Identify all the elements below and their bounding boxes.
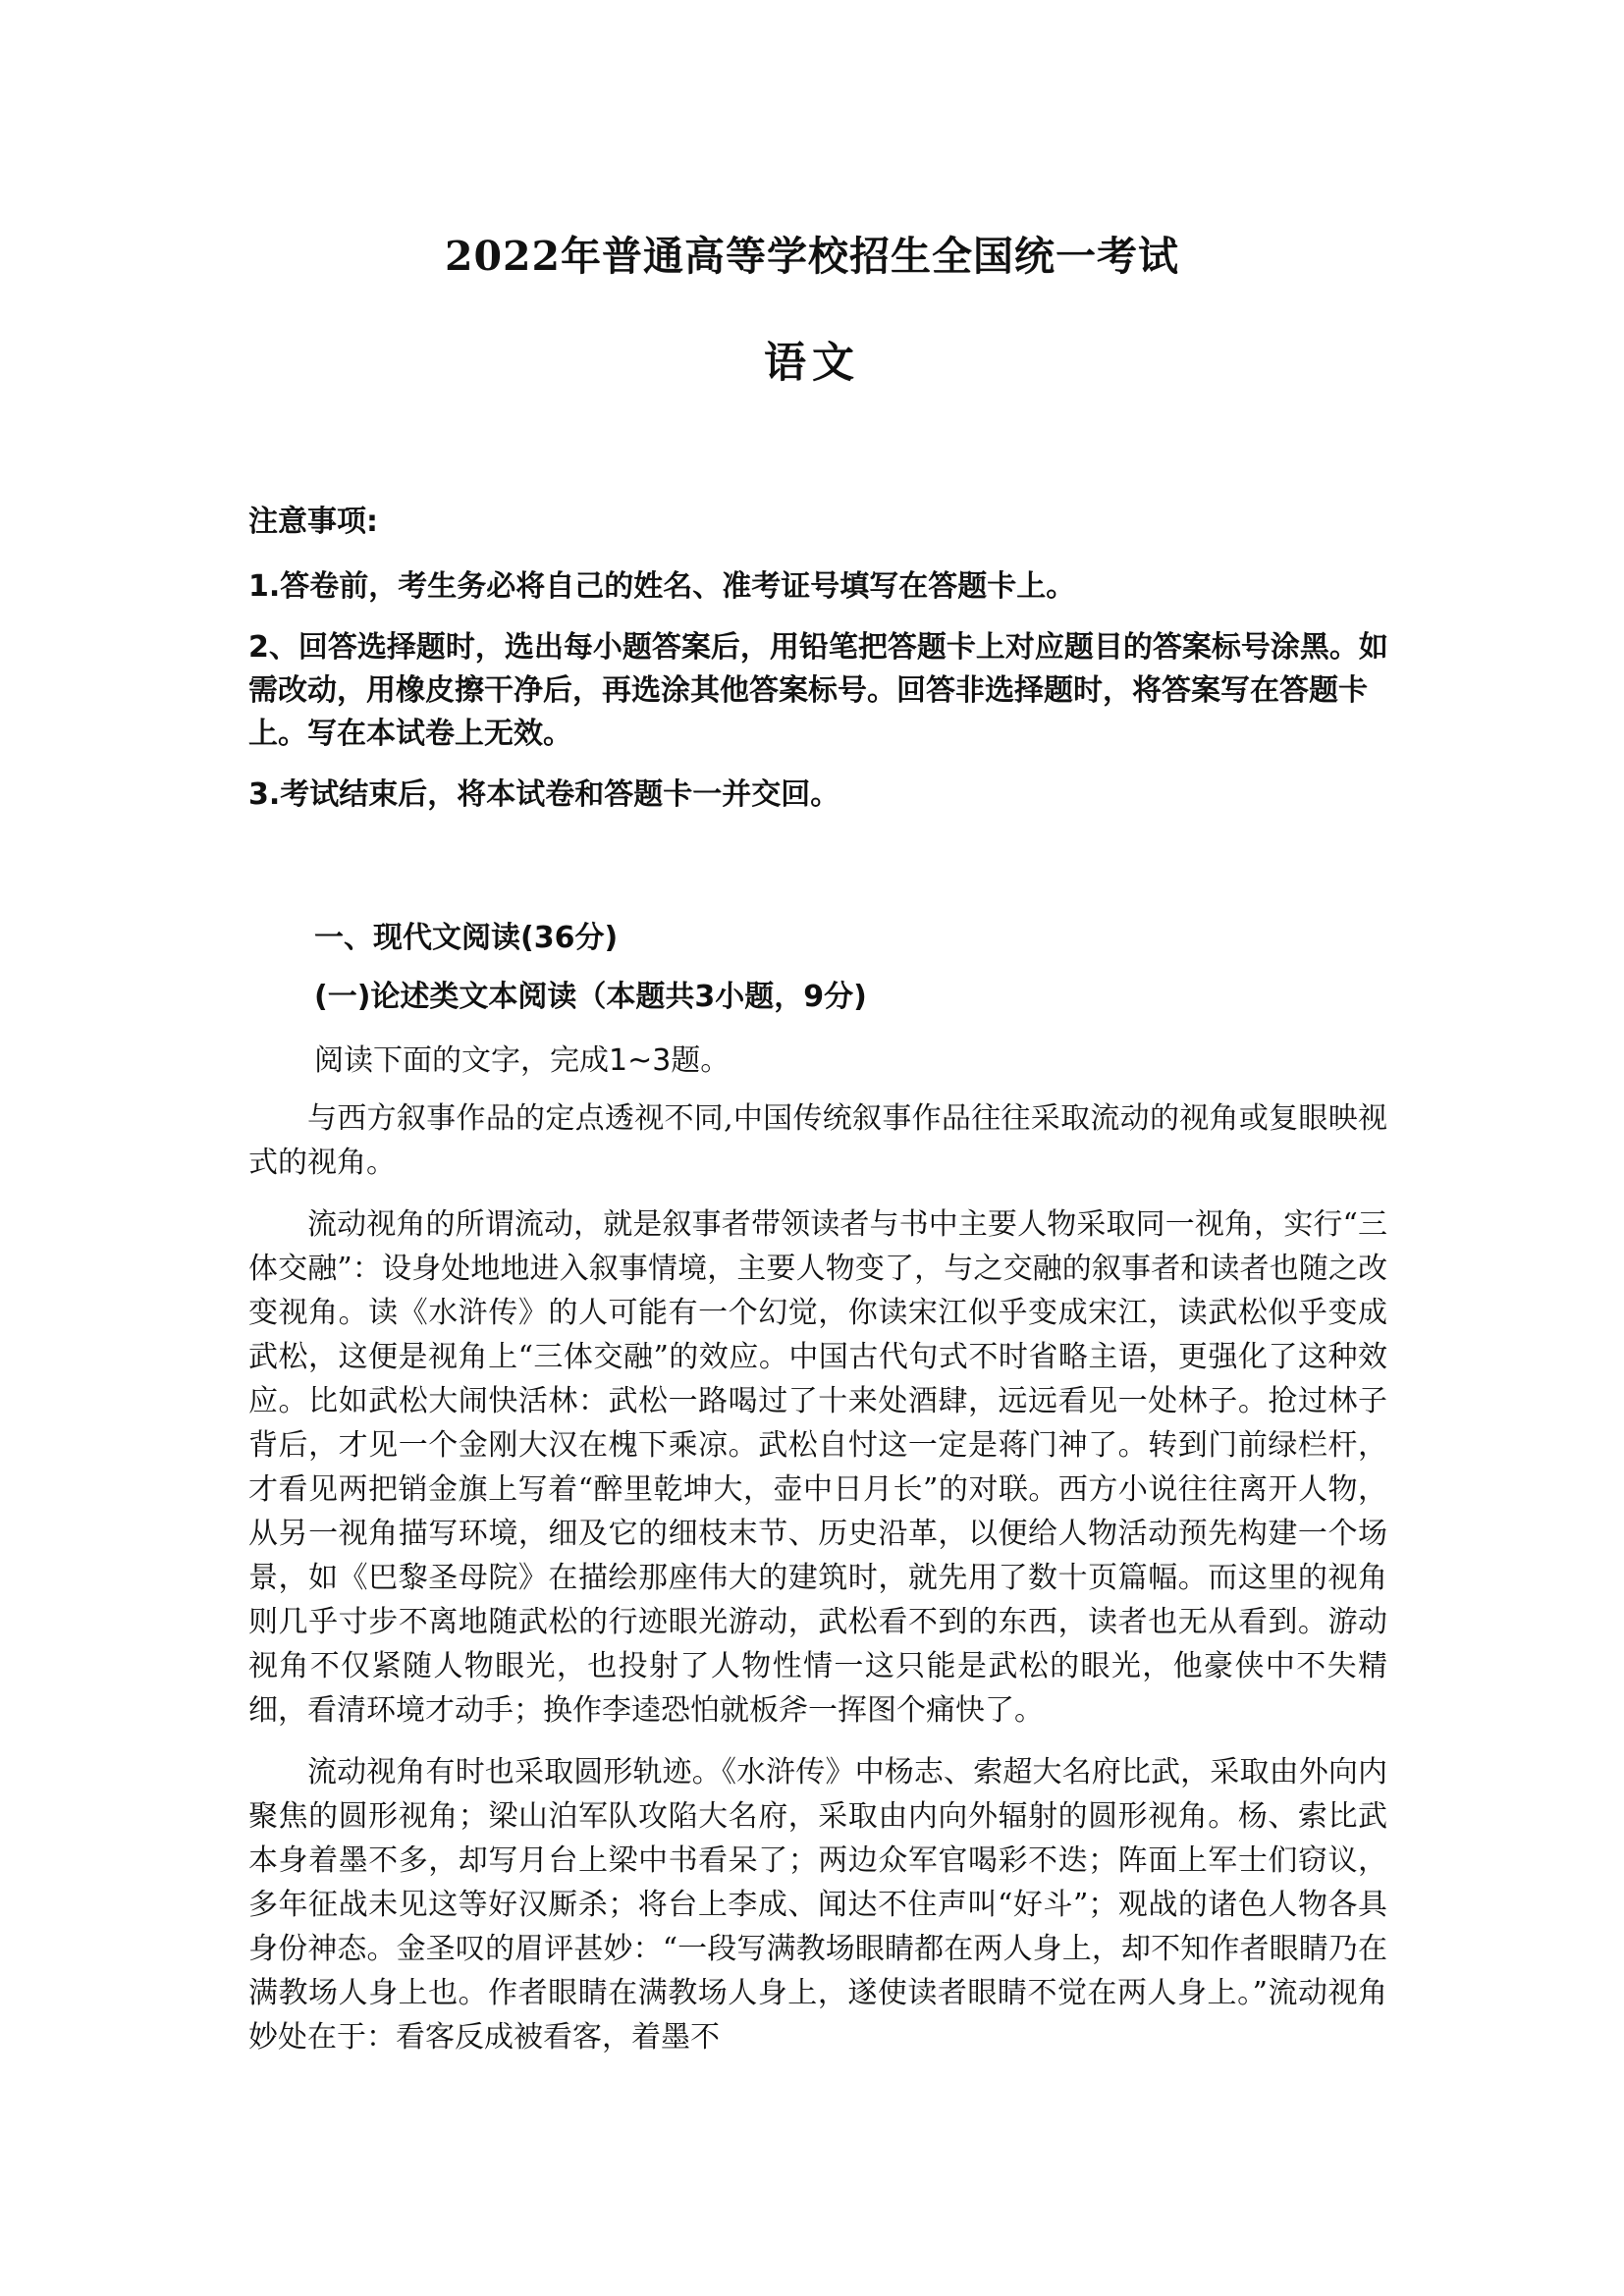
passage-paragraph-2: 流动视角的所谓流动，就是叙事者带领读者与书中主要人物采取同一视角，实行“三体交融”：设身处地地进入叙事情境，主要人物变了，与之交融的叙事者和读者也随之改变视角。读《水浒传》的人可能有一个幻觉，你读宋江似乎变成宋江，读武松似乎变成武松，这便是视角上“三体交融”的效应。中国古代句式不时省略主语，更强化了这种效应。比如武松大闹快活林：武松一路喝过了十来处酒肆，远远看见一处林子。抢过林子背后，才见一个金刚大汉在槐下乘凉。武松自忖这一定是蒋门神了。转到门前绿栏杆，才看见两把销金旗上写着“醉里乾坤大，壶中日月长”的对联。西方小说往往离开人物，从另一视角描写环境，细及它的细枝末节、历史沿革，以便给人物活动预先构建一个场景，如《巴黎圣母院》在描绘那座伟大的建筑时，就先用了数十页篇幅。而这里的视角则几乎寸步不离地随武松的行迹眼光游动，武松看不到的东西，读者也无从看到。游动视角不仅紧随人物眼光，也投射了人物性情一这只能是武松的眼光，他豪侠中不失精细，看清环境才动手；换作李逵恐怕就板斧一挥图个痛快了。: [248, 1207, 1387, 1728]
section-subtitle: (一)论述类文本阅读（本题共3小题，9分): [314, 980, 867, 1014]
notes-item-2: 2、回答选择题时，选出每小题答案后，用铅笔把答题卡上对应题目的答案标号涂黑。如需改动，用橡皮擦干净后，再选涂其他答案标号。回答非选择题时，将答案写在答题卡上。写在本试卷上无效。: [248, 630, 1388, 751]
notes-item-1: 1.答卷前，考生务必将自己的姓名、准考证号填写在答题卡上。: [248, 569, 1076, 604]
notes-block: [248, 501, 1397, 834]
section-instruction: 阅读下面的文字，完成1~3题。: [314, 1043, 731, 1078]
notes-item-3: 3.考试结束后，将本试卷和答题卡一并交回。: [248, 777, 840, 812]
reading-passage: [248, 1096, 1387, 2077]
passage-paragraph-3: 流动视角有时也采取圆形轨迹。《水浒传》中杨志、索超大名府比武，采取由外向内聚焦的圆形视角；梁山泊军队攻陷大名府，采取由内向外辐射的圆形视角。杨、索比武本身着墨不多，却写月台上梁中书看呆了；两边众军官喝彩不迭；阵面上军士们窃议，多年征战未见这等好汉厮杀；将台上李成、闻达不住声叫“好斗”；观战的诸色人物各具身份神态。金圣叹的眉评甚妙：“一段写满教场眼睛都在两人身上，却不知作者眼睛乃在满教场人身上也。作者眼睛在满教场人身上，遂使读者眼睛不觉在两人身上。”流动视角妙处在于：看客反成被看客，着墨不: [248, 1755, 1387, 2055]
subject-title: 语文: [764, 339, 860, 388]
exam-title: 2022年普通高等学校招生全国统一考试: [444, 233, 1180, 280]
notes-heading: 注意事项:: [248, 505, 378, 539]
passage-paragraph-1: 与西方叙事作品的定点透视不同,中国传统叙事作品往往采取流动的视角或复眼映视式的视角。: [248, 1101, 1387, 1180]
section-title: 一、现代文阅读(36分): [314, 921, 619, 955]
